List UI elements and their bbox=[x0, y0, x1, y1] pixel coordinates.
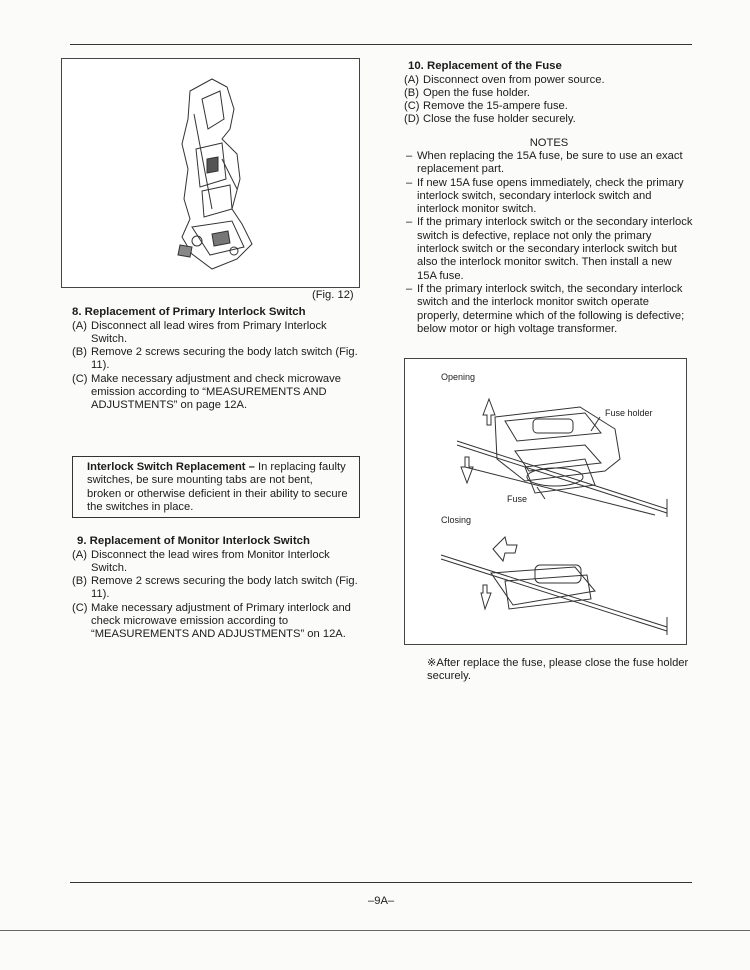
footer-line bbox=[0, 930, 750, 931]
figure-12-box bbox=[61, 58, 360, 288]
fuse-holder-label: Fuse holder bbox=[605, 408, 653, 418]
bottom-rule bbox=[70, 882, 692, 883]
section-10-step: (A) Disconnect oven from power source. bbox=[404, 73, 605, 86]
left-column bbox=[72, 306, 362, 413]
section-8-steps bbox=[72, 320, 362, 413]
right-column bbox=[404, 60, 694, 336]
section-9-step: (B) Remove 2 screws securing the body latch switch (Fig. 11). bbox=[72, 575, 358, 601]
section-8-step: (A) Disconnect all lead wires from Primary Interlock Switch. bbox=[72, 319, 327, 345]
fuse-label: Fuse bbox=[507, 494, 528, 504]
section-9-step: (A) Disconnect the lead wires from Monitor Interlock Switch. bbox=[72, 548, 330, 574]
note-item: – If the primary interlock switch or the secondary interlock switch is defective, replace not only the primary interlock switch or the secondary interlock switch but also the interlock monitor switch. Then install a new 15A fuse. bbox=[406, 216, 693, 282]
note-item: – When replacing the 15A fuse, be sure to use an exact replacement part. bbox=[406, 149, 683, 176]
section-10-step: (C) Remove the 15-ampere fuse. bbox=[404, 100, 568, 113]
interlock-switch-illustration bbox=[62, 59, 359, 287]
opening-label: Opening bbox=[441, 372, 476, 382]
section-10-heading: 10. Replacement of the Fuse bbox=[408, 60, 562, 72]
fuse-holder-illustration bbox=[405, 359, 686, 644]
page-number: –9A– bbox=[368, 895, 395, 907]
section-9 bbox=[72, 535, 362, 642]
closing-label: Closing bbox=[441, 515, 472, 525]
section-8-step: (B) Remove 2 screws securing the body latch switch (Fig. 11). bbox=[72, 346, 358, 372]
section-8-heading: 8. Replacement of Primary Interlock Switch bbox=[72, 306, 306, 318]
interlock-callout-box bbox=[72, 456, 360, 518]
section-9-step: (C) Make necessary adjustment of Primary interlock and check microwave emission according to “MEASUREMENTS AND ADJUSTMENTS” on 12A. bbox=[72, 601, 351, 641]
section-9-heading: 9. Replacement of Monitor Interlock Switch bbox=[77, 535, 310, 547]
notes-title: NOTES bbox=[529, 136, 569, 149]
section-10-step: (B) Open the fuse holder. bbox=[404, 86, 530, 99]
figure-12-caption: (Fig. 12) bbox=[312, 289, 354, 301]
section-8-step: (C) Make necessary adjustment and check microwave emission according to “MEASUREMENTS AND ADJUSTMENTS” on page 12A. bbox=[72, 372, 341, 412]
note-item: – If new 15A fuse opens immediately, check the primary interlock switch, secondary interlock switch and interlock monitor switch. bbox=[406, 176, 684, 216]
top-rule bbox=[70, 44, 692, 45]
after-replace-note: ※After replace the fuse, please close the fuse holder securely. bbox=[427, 657, 689, 683]
note-item: – If the primary interlock switch, the secondary interlock switch and the interlock monitor switch operate properly, determine which of the following is defective; below motor or high voltage transformer. bbox=[406, 282, 685, 335]
callout-text: Interlock Switch Replacement – In replacing faulty switches, be sure mounting tabs are not bent, broken or otherwise deficient in their ability to secure the switches in place. bbox=[87, 461, 348, 513]
fuse-figure-box bbox=[404, 358, 687, 645]
section-10-step: (D) Close the fuse holder securely. bbox=[404, 113, 576, 126]
